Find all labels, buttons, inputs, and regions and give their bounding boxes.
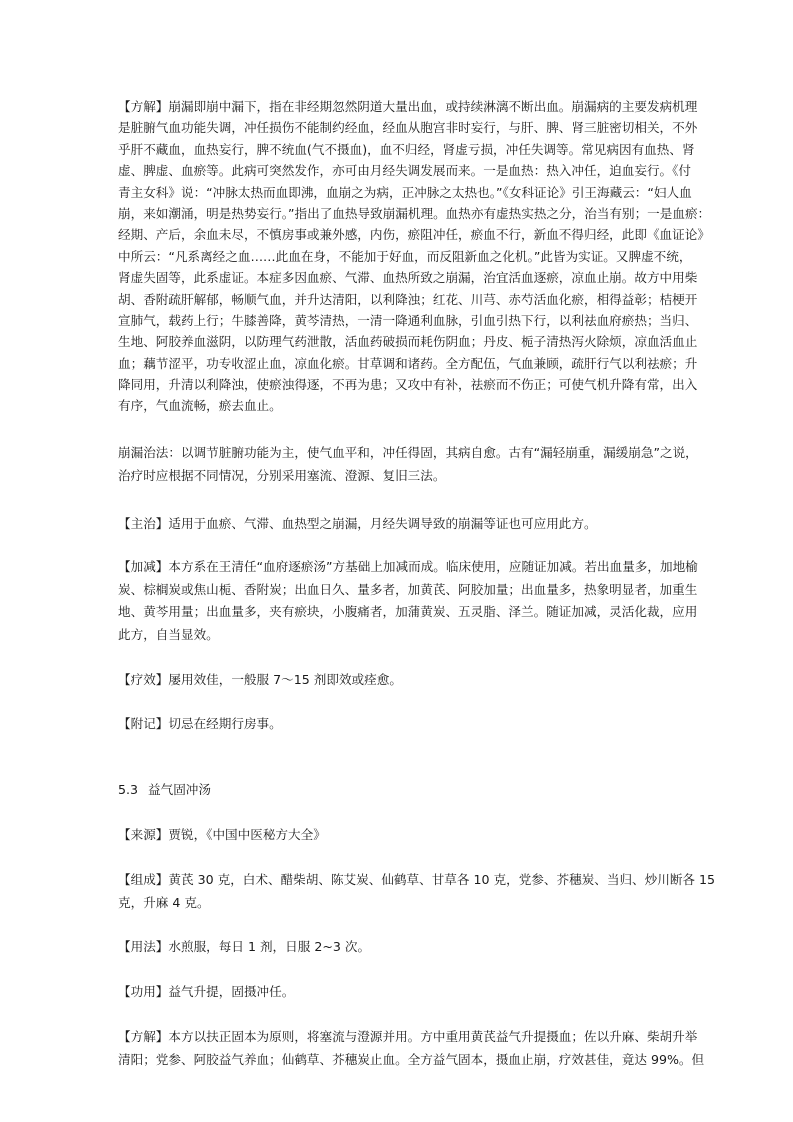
text-line: 克，升麻 4 克。 — [118, 894, 210, 910]
text-line: 【加减】本方系在王清任“血府逐瘀汤”方基础上加减而成。临床使用，应随证加减。若出血量多，加地榆 — [118, 559, 698, 574]
paragraph-jiajian — [118, 556, 698, 646]
text-line: 【方解】崩漏即崩中漏下，指在非经期忽然阴道大量出血，或持续淋漓不断出血。崩漏病的主要发病机理 — [118, 99, 698, 114]
text-line: 虚、脾虚、血瘀等。此病可突然发作，亦可由月经失调发展而来。一是血热：热入冲任，迫血妄行。《付 — [118, 163, 692, 179]
text-line: 【用法】水煎服，每日 1 剂，日服 2~3 次。 — [118, 939, 371, 954]
text-line: 有序，气血流畅，瘀去血止。 — [118, 398, 282, 414]
text-line: 肾虚失固等，此系虚证。本症多因血瘀、气滞、血热所致之崩漏，治宜活血逐瘀，凉血止崩。故方中用柴 — [118, 270, 698, 286]
text-line: 地、黄芩用量；出血量多，夹有瘀块，小腹痛者，加蒲黄炭、五灵脂、泽兰。随证加减，灵活化裁，应用 — [118, 604, 698, 619]
text-line: 【方解】本方以扶正固本为原则，将塞流与澄源并用。方中重用黄芪益气升提摄血；佐以升麻、柴胡升举 — [118, 1029, 698, 1044]
text-line: 中所云：“凡系离经之血……此血在身，不能加于好血，而反阻新血之化机。”此皆为实证。又脾虚不统， — [118, 248, 692, 264]
text-line: 治疗时应根据不同情况，分别采用塞流、澄源、复旧三法。 — [118, 467, 446, 483]
paragraph-fangjie-2 — [118, 1026, 705, 1071]
paragraph-zhuzhi — [118, 513, 680, 536]
paragraph-fangjie-1 — [118, 96, 711, 417]
text-line: 青主女科》说：“冲脉太热而血即沸，血崩之为病，正冲脉之太热也。”《女科证论》引王海藏云：“妇人血 — [118, 184, 692, 200]
paragraph-laiyuan — [118, 824, 680, 847]
paragraph-yongfa — [118, 936, 680, 959]
text-line: 清阳；党参、阿胶益气养血；仙鹤草、芥穗炭止血。全方益气固本，摄血止崩，疗效甚佳，竟达 99%。但 — [118, 1051, 705, 1067]
text-line: 【疗效】屡用效佳，一般服 7～15 剂即效或痊愈。 — [118, 672, 402, 687]
paragraph-liaoxiao — [118, 669, 680, 692]
section-number: 5.3 — [118, 782, 139, 797]
text-line: 降同用，升清以利降浊，使瘀浊得逐，不再为患；又攻中有补，祛瘀而不伤正；可使气机升降有常，出入 — [118, 377, 698, 393]
section-title: 益气固冲汤 — [148, 782, 211, 797]
text-line: 生地、阿胶养血滋阴，以防理气药泄散，活血药破损而耗伤阴血；丹皮、栀子清热泻火除烦，凉血活血止 — [118, 334, 698, 350]
text-line: 【附记】切忌在经期行房事。 — [118, 716, 282, 731]
text-line: 炭、棕榈炭或焦山栀、香附炭；出血日久、量多者，加黄芪、阿胶加量；出血量多，热象明显者，加重生 — [118, 581, 698, 597]
text-line: 【主治】适用于血瘀、气滞、血热型之崩漏，月经失调导致的崩漏等证也可应用此方。 — [118, 516, 597, 531]
text-line: 胡、香附疏肝解郁，畅顺气血，并升达清阳，以利降浊；红花、川芎、赤芍活血化瘀，相得益彰；桔梗开 — [118, 291, 698, 307]
paragraph-fuji — [118, 713, 680, 736]
text-line: 宣肺气，载药上行；牛膝善降，黄芩清热，一清一降通利血脉，引血引热下行，以利祛血府瘀热；当归、 — [118, 312, 698, 328]
paragraph-zucheng — [118, 869, 716, 914]
text-line: 血；藕节涩平，功专收涩止血，凉血化瘀。甘草调和诸药。全方配伍，气血兼顾，疏肝行气以利祛瘀；升 — [118, 355, 698, 371]
text-line: 【组成】黄芪 30 克，白术、醋柴胡、陈艾炭、仙鹤草、甘草各 10 克，党参、芥穗炭、当归、炒川断各 15 — [118, 872, 716, 887]
section-heading — [118, 779, 680, 802]
text-line: 崩漏治法：以调节脏腑功能为主，使气血平和，冲任得固，其病自愈。古有“漏轻崩重，漏缓崩急”之说， — [118, 445, 698, 460]
text-line: 【功用】益气升提，固摄冲任。 — [118, 984, 295, 999]
text-line: 是脏腑气血功能失调，冲任损伤不能制约经血，经血从胞宫非时妄行，与肝、脾、肾三脏密切相关，不外 — [118, 120, 698, 136]
paragraph-gongyong — [118, 981, 680, 1004]
text-line: 【来源】贾锐，《中国中医秘方大全》 — [118, 827, 326, 842]
text-line: 崩，来如潮涌，明是热势妄行。”指出了血热导致崩漏机理。血热亦有虚热实热之分，治当有别；一是血瘀： — [118, 205, 711, 221]
text-line: 乎肝不藏血，血热妄行，脾不统血(气不摄血)，血不归经，肾虚亏损，冲任失调等。常见病因有血热、肾 — [118, 141, 695, 157]
text-line: 此方，自当显效。 — [118, 626, 219, 642]
text-line: 经期、产后，余血未尽，不慎房事或兼外感，内伤，瘀阻冲任，瘀血不行，新血不得归经，此即《血证论》 — [118, 227, 710, 243]
paragraph-zhifa — [118, 442, 698, 487]
